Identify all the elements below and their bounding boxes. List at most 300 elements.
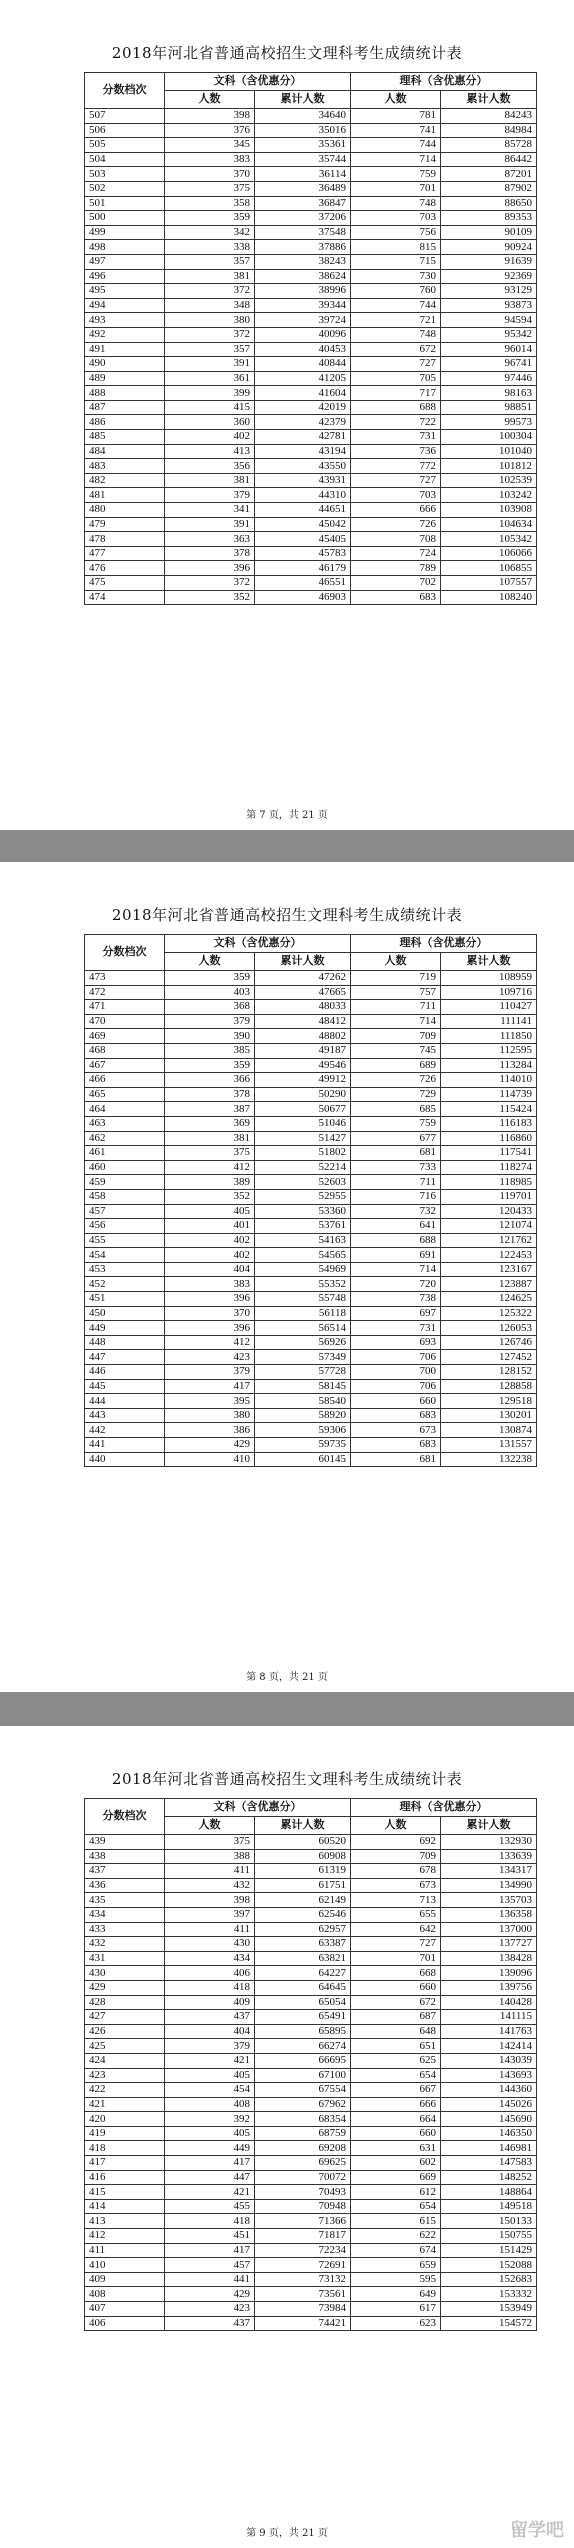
score-cell: 451 (85, 1292, 165, 1307)
wen-cumulative-cell: 69208 (255, 2141, 351, 2156)
wen-count-cell: 381 (165, 1131, 255, 1146)
li-count-cell: 642 (351, 1922, 441, 1937)
li-count-cell: 669 (351, 2170, 441, 2185)
wen-count-cell: 430 (165, 1937, 255, 1952)
wen-count-cell: 366 (165, 1073, 255, 1088)
score-cell: 419 (85, 2126, 165, 2141)
li-cumulative-cell: 86442 (441, 152, 537, 167)
score-cell: 485 (85, 430, 165, 445)
li-count-cell: 701 (351, 1951, 441, 1966)
li-count-cell: 714 (351, 152, 441, 167)
li-count-cell: 720 (351, 1277, 441, 1292)
table-row (85, 590, 537, 605)
page-title: 2018年河北省普通高校招生文理科考生成绩统计表 (111, 906, 463, 924)
wen-cumulative-cell: 70493 (255, 2185, 351, 2200)
page-9 (0, 1726, 574, 2548)
table-body (85, 1835, 537, 2331)
score-cell: 434 (85, 1907, 165, 1922)
wen-cumulative-cell: 45405 (255, 532, 351, 547)
li-cumulative-cell: 129518 (441, 1394, 537, 1409)
li-count-cell: 711 (351, 1000, 441, 1015)
li-count-cell: 664 (351, 2112, 441, 2127)
score-cell: 444 (85, 1394, 165, 1409)
score-table (84, 1798, 537, 2331)
wen-count-cell: 423 (165, 1350, 255, 1365)
wen-cumulative-cell: 42379 (255, 415, 351, 430)
table-row (85, 386, 537, 401)
wen-cumulative-cell: 36114 (255, 167, 351, 182)
score-cell: 447 (85, 1350, 165, 1365)
wen-cumulative-cell: 43550 (255, 459, 351, 474)
wen-cumulative-cell: 39344 (255, 298, 351, 313)
wen-count-cell: 404 (165, 1262, 255, 1277)
score-cell: 476 (85, 561, 165, 576)
wen-cumulative-cell: 56514 (255, 1321, 351, 1336)
li-count-cell: 660 (351, 2126, 441, 2141)
table-row (85, 1116, 537, 1131)
li-cumulative-cell: 147583 (441, 2156, 537, 2171)
table-row (85, 2243, 537, 2258)
li-cumulative-cell: 95342 (441, 327, 537, 342)
wen-count-cell: 357 (165, 342, 255, 357)
score-cell: 406 (85, 2316, 165, 2331)
li-cumulative-cell: 116183 (441, 1116, 537, 1131)
wen-cumulative-cell: 39724 (255, 313, 351, 328)
li-cumulative-cell: 143039 (441, 2053, 537, 2068)
wen-count-cell: 345 (165, 138, 255, 153)
table-row (85, 1878, 537, 1893)
wen-cumulative-cell: 68759 (255, 2126, 351, 2141)
wen-cumulative-cell: 36489 (255, 181, 351, 196)
wen-count-cell: 381 (165, 473, 255, 488)
li-cumulative-cell: 131557 (441, 1438, 537, 1453)
wen-cumulative-cell: 61319 (255, 1864, 351, 1879)
table-row (85, 138, 537, 153)
wen-count-cell: 397 (165, 1907, 255, 1922)
wen-count-cell: 421 (165, 2185, 255, 2200)
table-row (85, 284, 537, 299)
li-cumulative-cell: 134317 (441, 1864, 537, 1879)
wen-count-cell: 399 (165, 386, 255, 401)
li-cumulative-cell: 126053 (441, 1321, 537, 1336)
wen-cumulative-cell: 45783 (255, 546, 351, 561)
table-row (85, 240, 537, 255)
li-cumulative-cell: 136358 (441, 1907, 537, 1922)
li-cumulative-cell: 108959 (441, 971, 537, 986)
score-cell: 478 (85, 532, 165, 547)
li-cumulative-cell: 137000 (441, 1922, 537, 1937)
li-count-cell: 757 (351, 985, 441, 1000)
wen-count-cell: 418 (165, 2214, 255, 2229)
li-cumulative-cell: 87201 (441, 167, 537, 182)
score-cell: 472 (85, 985, 165, 1000)
table-row (85, 1043, 537, 1058)
wen-cumulative-cell: 49912 (255, 1073, 351, 1088)
li-count-cell: 708 (351, 532, 441, 547)
li-cumulative-cell: 124625 (441, 1292, 537, 1307)
wen-count-cell: 357 (165, 254, 255, 269)
score-cell: 440 (85, 1452, 165, 1467)
wen-count-cell: 429 (165, 2287, 255, 2302)
wen-count-cell: 372 (165, 284, 255, 299)
score-cell: 423 (85, 2068, 165, 2083)
wen-count-cell: 380 (165, 313, 255, 328)
table-row (85, 532, 537, 547)
li-count-cell: 683 (351, 1408, 441, 1423)
wen-count-cell: 391 (165, 517, 255, 532)
wen-count-cell: 363 (165, 532, 255, 547)
li-cumulative-cell: 107557 (441, 576, 537, 591)
wen-count-cell: 449 (165, 2141, 255, 2156)
wen-count-cell: 437 (165, 2010, 255, 2025)
li-count-cell: 649 (351, 2287, 441, 2302)
li-count-cell: 681 (351, 1452, 441, 1467)
wen-cumulative-cell: 74421 (255, 2316, 351, 2331)
table-row (85, 415, 537, 430)
li-cumulative-cell: 127452 (441, 1350, 537, 1365)
li-count-cell: 655 (351, 1907, 441, 1922)
score-cell: 484 (85, 444, 165, 459)
li-cumulative-cell: 130874 (441, 1423, 537, 1438)
table-body (85, 109, 537, 605)
score-cell: 471 (85, 1000, 165, 1015)
score-cell: 459 (85, 1175, 165, 1190)
table-row (85, 517, 537, 532)
li-cumulative-cell: 126746 (441, 1335, 537, 1350)
table-row (85, 2039, 537, 2054)
li-count-cell: 731 (351, 1321, 441, 1336)
score-cell: 446 (85, 1365, 165, 1380)
li-count-cell: 666 (351, 503, 441, 518)
wen-cumulative-cell: 68354 (255, 2112, 351, 2127)
li-count-cell: 726 (351, 517, 441, 532)
wen-count-cell: 455 (165, 2199, 255, 2214)
score-cell: 497 (85, 254, 165, 269)
table-row (85, 1365, 537, 1380)
li-cumulative-cell: 94594 (441, 313, 537, 328)
wen-count-cell: 405 (165, 1204, 255, 1219)
score-cell: 438 (85, 1849, 165, 1864)
table-row (85, 1995, 537, 2010)
wen-count-cell: 380 (165, 1408, 255, 1423)
li-cumulative-cell: 90109 (441, 225, 537, 240)
li-count-cell: 673 (351, 1423, 441, 1438)
li-count-cell: 744 (351, 298, 441, 313)
table-row (85, 1452, 537, 1467)
wen-cumulative-cell: 52603 (255, 1175, 351, 1190)
li-cumulative-cell: 115424 (441, 1102, 537, 1117)
wen-count-cell: 342 (165, 225, 255, 240)
wen-cumulative-cell: 73561 (255, 2287, 351, 2302)
wen-count-cell: 379 (165, 488, 255, 503)
li-count-cell: 727 (351, 1937, 441, 1952)
table-row (85, 1922, 537, 1937)
table-row (85, 123, 537, 138)
wen-cumulative-cell: 54969 (255, 1262, 351, 1277)
li-cumulative-cell: 90924 (441, 240, 537, 255)
li-count-cell: 689 (351, 1058, 441, 1073)
li-count-cell: 702 (351, 576, 441, 591)
score-cell: 466 (85, 1073, 165, 1088)
table-row (85, 225, 537, 240)
page-footer: 第 9 页，共 21 页 (246, 2528, 328, 2539)
wen-count-cell: 378 (165, 1087, 255, 1102)
wen-cumulative-cell: 46179 (255, 561, 351, 576)
score-cell: 424 (85, 2053, 165, 2068)
table-body (85, 971, 537, 1467)
li-count-cell: 705 (351, 371, 441, 386)
wen-cumulative-cell: 47665 (255, 985, 351, 1000)
table-row (85, 2287, 537, 2302)
wen-cumulative-cell: 48802 (255, 1029, 351, 1044)
page-7 (0, 0, 574, 830)
li-count-cell: 722 (351, 415, 441, 430)
li-cumulative-cell: 117541 (441, 1146, 537, 1161)
wen-count-cell: 395 (165, 1394, 255, 1409)
wen-cumulative-cell: 56926 (255, 1335, 351, 1350)
li-cumulative-cell: 98851 (441, 400, 537, 415)
wen-count-cell: 389 (165, 1175, 255, 1190)
wen-cumulative-cell: 41205 (255, 371, 351, 386)
wen-cumulative-header: 累计人数 (255, 1817, 351, 1835)
li-count-cell: 622 (351, 2229, 441, 2244)
li-cumulative-cell: 141115 (441, 2010, 537, 2025)
li-cumulative-cell: 146981 (441, 2141, 537, 2156)
li-count-cell: 716 (351, 1189, 441, 1204)
wen-count-cell: 352 (165, 1189, 255, 1204)
score-cell: 470 (85, 1014, 165, 1029)
table-row (85, 1849, 537, 1864)
score-cell: 502 (85, 181, 165, 196)
wen-cumulative-cell: 67554 (255, 2083, 351, 2098)
score-cell: 428 (85, 1995, 165, 2010)
wen-count-cell: 396 (165, 1321, 255, 1336)
li-count-cell: 651 (351, 2039, 441, 2054)
wen-count-cell: 375 (165, 1835, 255, 1850)
table-row (85, 2156, 537, 2171)
li-count-cell: 759 (351, 1116, 441, 1131)
score-cell: 453 (85, 1262, 165, 1277)
li-cumulative-cell: 121762 (441, 1233, 537, 1248)
score-cell: 482 (85, 473, 165, 488)
wen-cumulative-cell: 40453 (255, 342, 351, 357)
li-cumulative-header: 累计人数 (441, 1817, 537, 1835)
wen-count-cell: 385 (165, 1043, 255, 1058)
wen-cumulative-cell: 58540 (255, 1394, 351, 1409)
li-count-cell: 602 (351, 2156, 441, 2171)
wen-cumulative-cell: 70072 (255, 2170, 351, 2185)
table-row (85, 2258, 537, 2273)
li-count-cell: 615 (351, 2214, 441, 2229)
li-count-cell: 659 (351, 2258, 441, 2273)
wen-count-cell: 387 (165, 1102, 255, 1117)
li-count-cell: 688 (351, 1233, 441, 1248)
wen-cumulative-cell: 60145 (255, 1452, 351, 1467)
score-cell: 413 (85, 2214, 165, 2229)
table-row (85, 1131, 537, 1146)
wen-count-cell: 441 (165, 2272, 255, 2287)
table-row (85, 298, 537, 313)
li-cumulative-cell: 96741 (441, 357, 537, 372)
li-count-cell: 701 (351, 181, 441, 196)
score-cell: 505 (85, 138, 165, 153)
wen-cumulative-cell: 67962 (255, 2097, 351, 2112)
li-cumulative-cell: 105342 (441, 532, 537, 547)
li-count-cell: 673 (351, 1878, 441, 1893)
wen-cumulative-cell: 51427 (255, 1131, 351, 1146)
table-row (85, 1146, 537, 1161)
li-count-cell: 744 (351, 138, 441, 153)
table-row (85, 1907, 537, 1922)
score-cell: 427 (85, 2010, 165, 2025)
li-count-cell: 706 (351, 1350, 441, 1365)
li-count-cell: 719 (351, 971, 441, 986)
score-cell: 455 (85, 1233, 165, 1248)
table-row (85, 430, 537, 445)
table-row (85, 269, 537, 284)
wen-cumulative-cell: 37886 (255, 240, 351, 255)
score-cell: 414 (85, 2199, 165, 2214)
table-row (85, 546, 537, 561)
li-cumulative-cell: 152683 (441, 2272, 537, 2287)
li-cumulative-cell: 96014 (441, 342, 537, 357)
li-cumulative-cell: 153332 (441, 2287, 537, 2302)
table-row (85, 1087, 537, 1102)
li-cumulative-cell: 146350 (441, 2126, 537, 2141)
li-count-cell: 672 (351, 342, 441, 357)
table-row (85, 1189, 537, 1204)
table-row (85, 1335, 537, 1350)
wen-count-cell: 417 (165, 2156, 255, 2171)
score-cell: 431 (85, 1951, 165, 1966)
li-cumulative-cell: 110427 (441, 1000, 537, 1015)
score-cell: 412 (85, 2229, 165, 2244)
score-cell: 442 (85, 1423, 165, 1438)
score-cell: 496 (85, 269, 165, 284)
li-cumulative-header: 累计人数 (441, 953, 537, 971)
li-cumulative-cell: 111850 (441, 1029, 537, 1044)
wen-count-cell: 408 (165, 2097, 255, 2112)
wen-count-cell: 415 (165, 400, 255, 415)
page-8 (0, 862, 574, 1692)
wen-count-cell: 381 (165, 269, 255, 284)
wen-count-cell: 359 (165, 1058, 255, 1073)
score-cell: 430 (85, 1966, 165, 1981)
wen-cumulative-cell: 57728 (255, 1365, 351, 1380)
li-cumulative-cell: 152088 (441, 2258, 537, 2273)
wen-cumulative-cell: 64227 (255, 1966, 351, 1981)
table-row (85, 371, 537, 386)
table-row (85, 1102, 537, 1117)
table-row (85, 1219, 537, 1234)
li-cumulative-cell: 138428 (441, 1951, 537, 1966)
score-cell: 479 (85, 517, 165, 532)
table-row (85, 2214, 537, 2229)
li-count-cell: 713 (351, 1893, 441, 1908)
wen-cumulative-header: 累计人数 (255, 91, 351, 109)
table-row (85, 444, 537, 459)
wen-cumulative-cell: 63821 (255, 1951, 351, 1966)
li-count-cell: 654 (351, 2068, 441, 2083)
wen-count-header: 人数 (165, 1817, 255, 1835)
score-table (84, 934, 537, 1467)
table-row (85, 254, 537, 269)
score-cell: 457 (85, 1204, 165, 1219)
li-count-cell: 709 (351, 1849, 441, 1864)
wen-count-cell: 338 (165, 240, 255, 255)
score-cell: 425 (85, 2039, 165, 2054)
score-cell: 421 (85, 2097, 165, 2112)
wen-count-cell: 404 (165, 2024, 255, 2039)
score-cell: 450 (85, 1306, 165, 1321)
wen-count-cell: 370 (165, 167, 255, 182)
li-count-cell: 738 (351, 1292, 441, 1307)
score-cell: 473 (85, 971, 165, 986)
wen-cumulative-cell: 40096 (255, 327, 351, 342)
li-cumulative-cell: 89353 (441, 211, 537, 226)
score-cell: 417 (85, 2156, 165, 2171)
wen-cumulative-cell: 65491 (255, 2010, 351, 2025)
table-row (85, 561, 537, 576)
score-cell: 499 (85, 225, 165, 240)
wen-count-cell: 396 (165, 1292, 255, 1307)
table-row (85, 2272, 537, 2287)
wen-count-cell: 432 (165, 1878, 255, 1893)
score-cell: 488 (85, 386, 165, 401)
score-cell: 475 (85, 576, 165, 591)
page-footer: 第 8 页，共 21 页 (246, 1672, 328, 1683)
wen-cumulative-cell: 54163 (255, 1233, 351, 1248)
wen-count-cell: 375 (165, 181, 255, 196)
wen-cumulative-cell: 34640 (255, 109, 351, 124)
wen-count-cell: 418 (165, 1980, 255, 1995)
wen-count-cell: 372 (165, 576, 255, 591)
wen-count-cell: 429 (165, 1438, 255, 1453)
wen-cumulative-cell: 55352 (255, 1277, 351, 1292)
wen-cumulative-cell: 63387 (255, 1937, 351, 1952)
wen-cumulative-cell: 62149 (255, 1893, 351, 1908)
wen-header: 文科（含优惠分） (165, 1799, 351, 1817)
li-count-header: 人数 (351, 953, 441, 971)
li-count-cell: 772 (351, 459, 441, 474)
li-cumulative-cell: 133639 (441, 1849, 537, 1864)
table-row (85, 1350, 537, 1365)
li-cumulative-cell: 151429 (441, 2243, 537, 2258)
li-count-cell: 666 (351, 2097, 441, 2112)
wen-header: 文科（含优惠分） (165, 935, 351, 953)
li-cumulative-cell: 84243 (441, 109, 537, 124)
li-count-cell: 683 (351, 590, 441, 605)
wen-count-header: 人数 (165, 953, 255, 971)
site-watermark: 留学吧 (510, 2520, 564, 2541)
li-count-cell: 709 (351, 1029, 441, 1044)
table-row (85, 1937, 537, 1952)
wen-cumulative-cell: 64645 (255, 1980, 351, 1995)
table-row (85, 1233, 537, 1248)
page-footer: 第 7 页，共 21 页 (246, 810, 328, 821)
li-cumulative-cell: 84984 (441, 123, 537, 138)
li-count-cell: 745 (351, 1043, 441, 1058)
wen-count-cell: 360 (165, 415, 255, 430)
score-table (84, 72, 537, 605)
li-cumulative-cell: 114739 (441, 1087, 537, 1102)
wen-cumulative-cell: 62546 (255, 1907, 351, 1922)
wen-count-cell: 358 (165, 196, 255, 211)
li-cumulative-cell: 145026 (441, 2097, 537, 2112)
li-cumulative-cell: 149518 (441, 2199, 537, 2214)
wen-cumulative-cell: 72234 (255, 2243, 351, 2258)
wen-cumulative-cell: 40844 (255, 357, 351, 372)
